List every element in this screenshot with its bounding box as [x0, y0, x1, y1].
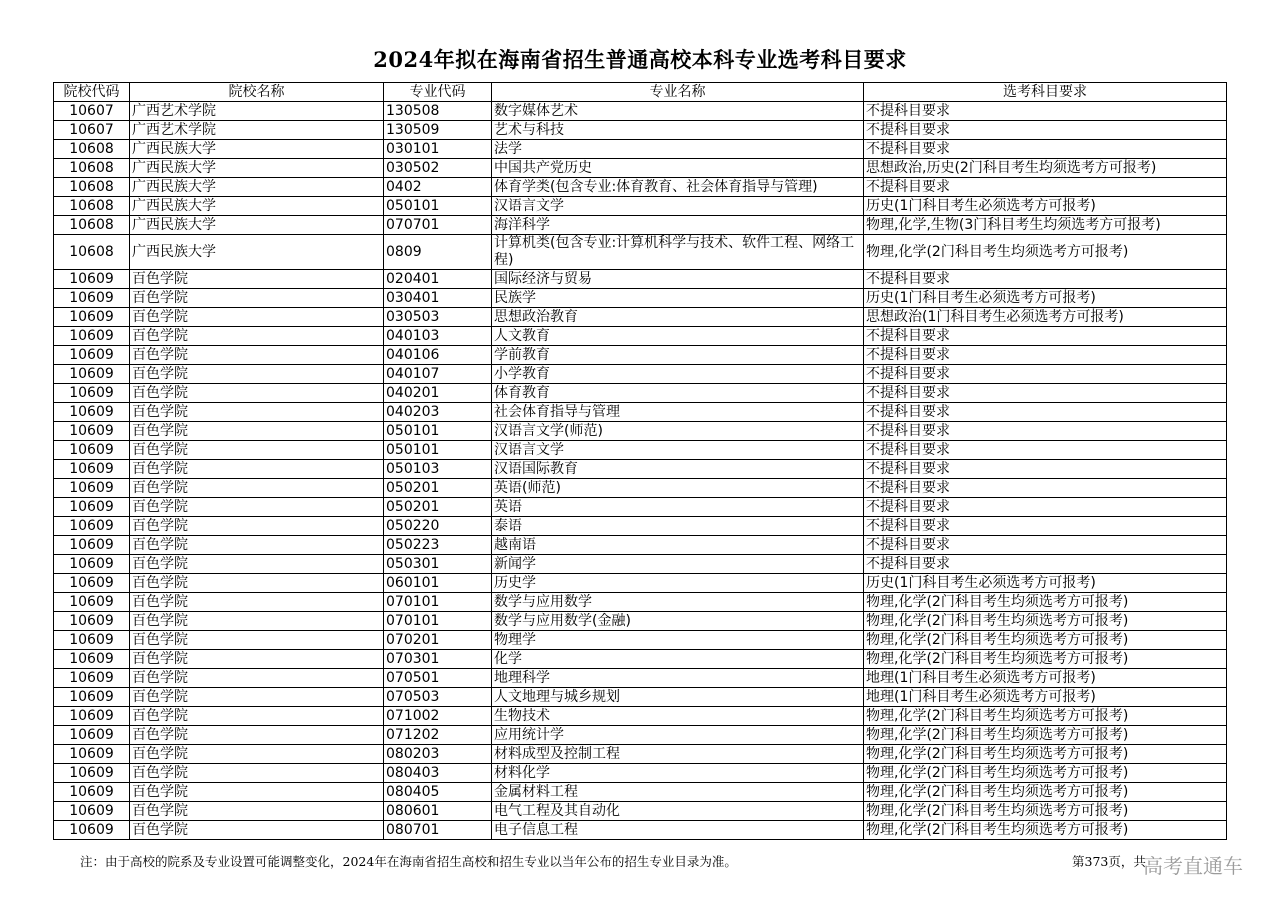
- school-code-cell: 10609: [54, 669, 130, 688]
- school-code-cell: 10609: [54, 517, 130, 536]
- major-code-cell: 080701: [384, 821, 492, 840]
- table-row: [54, 403, 1227, 422]
- table-row: [54, 536, 1227, 555]
- school-name-cell: 百色学院: [130, 498, 384, 517]
- requirement-cell: 物理,化学,生物(3门科目考生均须选考方可报考): [864, 216, 1227, 235]
- major-name-cell: 生物技术: [492, 707, 864, 726]
- major-name-cell: 数学与应用数学(金融): [492, 612, 864, 631]
- school-name-cell: 百色学院: [130, 308, 384, 327]
- school-name-cell: 百色学院: [130, 365, 384, 384]
- requirement-cell: 物理,化学(2门科目考生均须选考方可报考): [864, 593, 1227, 612]
- table-row: [54, 346, 1227, 365]
- major-code-cell: 080405: [384, 783, 492, 802]
- major-name-cell: 法学: [492, 140, 864, 159]
- major-code-cell: 050101: [384, 441, 492, 460]
- school-code-cell: 10609: [54, 764, 130, 783]
- major-name-cell: 计算机类(包含专业:计算机科学与技术、软件工程、网络工程): [492, 235, 864, 270]
- major-code-cell: 080203: [384, 745, 492, 764]
- requirements-table: [53, 82, 1227, 840]
- major-name-cell: 体育学类(包含专业:体育教育、社会体育指导与管理): [492, 178, 864, 197]
- school-code-cell: 10609: [54, 270, 130, 289]
- major-name-cell: 英语(师范): [492, 479, 864, 498]
- requirement-cell: 不提科目要求: [864, 140, 1227, 159]
- requirement-cell: 不提科目要求: [864, 479, 1227, 498]
- requirement-cell: 地理(1门科目考生必须选考方可报考): [864, 669, 1227, 688]
- major-code-cell: 020401: [384, 270, 492, 289]
- school-name-cell: 百色学院: [130, 821, 384, 840]
- document-title: 2024年拟在海南省招生普通高校本科专业选考科目要求: [373, 47, 907, 72]
- table-row: [54, 270, 1227, 289]
- school-name-cell: 百色学院: [130, 669, 384, 688]
- school-name-cell: 百色学院: [130, 479, 384, 498]
- requirement-cell: 历史(1门科目考生必须选考方可报考): [864, 289, 1227, 308]
- requirement-cell: 物理,化学(2门科目考生均须选考方可报考): [864, 821, 1227, 840]
- school-name-cell: 广西艺术学院: [130, 102, 384, 121]
- major-name-cell: 材料成型及控制工程: [492, 745, 864, 764]
- table-row: [54, 102, 1227, 121]
- header-school-name: 院校名称: [130, 83, 384, 102]
- table-row: [54, 479, 1227, 498]
- table-row: [54, 612, 1227, 631]
- school-code-cell: 10609: [54, 422, 130, 441]
- table-row: [54, 669, 1227, 688]
- school-name-cell: 百色学院: [130, 555, 384, 574]
- table-row: [54, 574, 1227, 593]
- major-code-cell: 080601: [384, 802, 492, 821]
- requirement-cell: 不提科目要求: [864, 327, 1227, 346]
- table-row: [54, 216, 1227, 235]
- school-code-cell: 10608: [54, 235, 130, 270]
- major-name-cell: 人文地理与城乡规划: [492, 688, 864, 707]
- major-name-cell: 汉语国际教育: [492, 460, 864, 479]
- school-name-cell: 百色学院: [130, 289, 384, 308]
- table-row: [54, 783, 1227, 802]
- requirement-cell: 历史(1门科目考生必须选考方可报考): [864, 574, 1227, 593]
- major-name-cell: 人文教育: [492, 327, 864, 346]
- table-row: [54, 235, 1227, 270]
- requirement-cell: 历史(1门科目考生必须选考方可报考): [864, 197, 1227, 216]
- major-name-cell: 英语: [492, 498, 864, 517]
- major-name-cell: 中国共产党历史: [492, 159, 864, 178]
- table-row: [54, 140, 1227, 159]
- school-code-cell: 10609: [54, 498, 130, 517]
- major-name-cell: 民族学: [492, 289, 864, 308]
- requirement-cell: 不提科目要求: [864, 121, 1227, 140]
- school-name-cell: 百色学院: [130, 631, 384, 650]
- table-row: [54, 631, 1227, 650]
- requirement-cell: 不提科目要求: [864, 102, 1227, 121]
- major-code-cell: 030401: [384, 289, 492, 308]
- school-name-cell: 广西民族大学: [130, 235, 384, 270]
- table-row: [54, 726, 1227, 745]
- header-subject-requirement: 选考科目要求: [864, 83, 1227, 102]
- school-code-cell: 10608: [54, 216, 130, 235]
- school-code-cell: 10609: [54, 365, 130, 384]
- table-row: [54, 308, 1227, 327]
- major-code-cell: 070501: [384, 669, 492, 688]
- school-code-cell: 10609: [54, 403, 130, 422]
- table-row: [54, 460, 1227, 479]
- major-name-cell: 数字媒体艺术: [492, 102, 864, 121]
- school-name-cell: 广西民族大学: [130, 216, 384, 235]
- requirement-cell: 物理,化学(2门科目考生均须选考方可报考): [864, 707, 1227, 726]
- major-name-cell: 地理科学: [492, 669, 864, 688]
- school-name-cell: 广西艺术学院: [130, 121, 384, 140]
- requirement-cell: 物理,化学(2门科目考生均须选考方可报考): [864, 783, 1227, 802]
- school-code-cell: 10609: [54, 726, 130, 745]
- major-name-cell: 材料化学: [492, 764, 864, 783]
- school-name-cell: 广西民族大学: [130, 178, 384, 197]
- major-name-cell: 数学与应用数学: [492, 593, 864, 612]
- requirement-cell: 物理,化学(2门科目考生均须选考方可报考): [864, 631, 1227, 650]
- school-code-cell: 10609: [54, 384, 130, 403]
- page-number: 第373页，共: [1072, 854, 1146, 869]
- major-code-cell: 130509: [384, 121, 492, 140]
- major-code-cell: 040203: [384, 403, 492, 422]
- school-code-cell: 10608: [54, 178, 130, 197]
- major-name-cell: 电子信息工程: [492, 821, 864, 840]
- requirement-cell: 物理,化学(2门科目考生均须选考方可报考): [864, 764, 1227, 783]
- requirement-cell: 不提科目要求: [864, 384, 1227, 403]
- requirement-cell: 物理,化学(2门科目考生均须选考方可报考): [864, 650, 1227, 669]
- school-name-cell: 百色学院: [130, 726, 384, 745]
- school-code-cell: 10607: [54, 102, 130, 121]
- school-name-cell: 广西民族大学: [130, 159, 384, 178]
- table-row: [54, 821, 1227, 840]
- major-code-cell: 050220: [384, 517, 492, 536]
- school-code-cell: 10609: [54, 745, 130, 764]
- school-name-cell: 百色学院: [130, 441, 384, 460]
- major-name-cell: 学前教育: [492, 346, 864, 365]
- requirement-cell: 物理,化学(2门科目考生均须选考方可报考): [864, 235, 1227, 270]
- major-code-cell: 040107: [384, 365, 492, 384]
- table-header-row: [54, 83, 1227, 102]
- school-name-cell: 百色学院: [130, 707, 384, 726]
- major-code-cell: 040103: [384, 327, 492, 346]
- major-code-cell: 050223: [384, 536, 492, 555]
- major-code-cell: 080403: [384, 764, 492, 783]
- major-name-cell: 艺术与科技: [492, 121, 864, 140]
- school-name-cell: 百色学院: [130, 802, 384, 821]
- major-name-cell: 小学教育: [492, 365, 864, 384]
- major-code-cell: 070301: [384, 650, 492, 669]
- school-code-cell: 10609: [54, 612, 130, 631]
- table-row: [54, 121, 1227, 140]
- school-code-cell: 10609: [54, 327, 130, 346]
- major-code-cell: 070503: [384, 688, 492, 707]
- major-code-cell: 030503: [384, 308, 492, 327]
- header-school-code: 院校代码: [54, 83, 130, 102]
- school-name-cell: 百色学院: [130, 460, 384, 479]
- table-row: [54, 441, 1227, 460]
- school-code-cell: 10608: [54, 197, 130, 216]
- major-code-cell: 040106: [384, 346, 492, 365]
- major-code-cell: 050101: [384, 422, 492, 441]
- footer-note: 注：由于高校的院系及专业设置可能调整变化，2024年在海南省招生高校和招生专业以当年公布的招生专业目录为准。: [80, 854, 737, 869]
- school-code-cell: 10608: [54, 140, 130, 159]
- requirement-cell: 物理,化学(2门科目考生均须选考方可报考): [864, 802, 1227, 821]
- requirement-cell: 不提科目要求: [864, 346, 1227, 365]
- major-name-cell: 汉语言文学(师范): [492, 422, 864, 441]
- major-code-cell: 050201: [384, 498, 492, 517]
- table-row: [54, 688, 1227, 707]
- table-row: [54, 365, 1227, 384]
- major-name-cell: 海洋科学: [492, 216, 864, 235]
- requirement-cell: 不提科目要求: [864, 498, 1227, 517]
- requirement-cell: 物理,化学(2门科目考生均须选考方可报考): [864, 612, 1227, 631]
- school-code-cell: 10607: [54, 121, 130, 140]
- major-name-cell: 化学: [492, 650, 864, 669]
- school-name-cell: 百色学院: [130, 783, 384, 802]
- major-code-cell: 050101: [384, 197, 492, 216]
- major-code-cell: 071002: [384, 707, 492, 726]
- table-row: [54, 197, 1227, 216]
- school-code-cell: 10609: [54, 783, 130, 802]
- school-code-cell: 10609: [54, 650, 130, 669]
- school-code-cell: 10609: [54, 593, 130, 612]
- table-row: [54, 650, 1227, 669]
- table-row: [54, 384, 1227, 403]
- school-code-cell: 10609: [54, 479, 130, 498]
- school-name-cell: 百色学院: [130, 764, 384, 783]
- requirement-cell: 不提科目要求: [864, 178, 1227, 197]
- school-code-cell: 10609: [54, 441, 130, 460]
- school-code-cell: 10609: [54, 346, 130, 365]
- table-row: [54, 593, 1227, 612]
- major-code-cell: 0402: [384, 178, 492, 197]
- major-name-cell: 历史学: [492, 574, 864, 593]
- requirement-cell: 物理,化学(2门科目考生均须选考方可报考): [864, 726, 1227, 745]
- major-code-cell: 050301: [384, 555, 492, 574]
- major-code-cell: 070101: [384, 593, 492, 612]
- requirement-cell: 不提科目要求: [864, 403, 1227, 422]
- table-row: [54, 555, 1227, 574]
- table-row: [54, 159, 1227, 178]
- school-name-cell: 百色学院: [130, 270, 384, 289]
- major-name-cell: 思想政治教育: [492, 308, 864, 327]
- major-name-cell: 体育教育: [492, 384, 864, 403]
- school-name-cell: 百色学院: [130, 327, 384, 346]
- major-name-cell: 汉语言文学: [492, 197, 864, 216]
- school-code-cell: 10609: [54, 574, 130, 593]
- table-row: [54, 764, 1227, 783]
- major-name-cell: 电气工程及其自动化: [492, 802, 864, 821]
- major-code-cell: 040201: [384, 384, 492, 403]
- table-row: [54, 178, 1227, 197]
- school-name-cell: 百色学院: [130, 612, 384, 631]
- school-name-cell: 百色学院: [130, 384, 384, 403]
- school-code-cell: 10609: [54, 289, 130, 308]
- major-code-cell: 070201: [384, 631, 492, 650]
- requirement-cell: 思想政治,历史(2门科目考生均须选考方可报考): [864, 159, 1227, 178]
- table-body: [54, 102, 1227, 840]
- major-name-cell: 汉语言文学: [492, 441, 864, 460]
- major-code-cell: 060101: [384, 574, 492, 593]
- school-name-cell: 百色学院: [130, 422, 384, 441]
- school-name-cell: 百色学院: [130, 593, 384, 612]
- watermark-logo-text: 高考直通车: [1143, 854, 1243, 878]
- requirement-cell: 不提科目要求: [864, 536, 1227, 555]
- school-code-cell: 10609: [54, 688, 130, 707]
- requirement-cell: 不提科目要求: [864, 422, 1227, 441]
- school-code-cell: 10608: [54, 159, 130, 178]
- header-major-code: 专业代码: [384, 83, 492, 102]
- school-name-cell: 百色学院: [130, 745, 384, 764]
- major-code-cell: 071202: [384, 726, 492, 745]
- school-name-cell: 百色学院: [130, 688, 384, 707]
- major-name-cell: 越南语: [492, 536, 864, 555]
- major-code-cell: 130508: [384, 102, 492, 121]
- major-code-cell: 050201: [384, 479, 492, 498]
- requirement-cell: 不提科目要求: [864, 555, 1227, 574]
- school-name-cell: 广西民族大学: [130, 140, 384, 159]
- major-name-cell: 国际经济与贸易: [492, 270, 864, 289]
- major-name-cell: 物理学: [492, 631, 864, 650]
- table-row: [54, 517, 1227, 536]
- school-name-cell: 百色学院: [130, 536, 384, 555]
- table-row: [54, 707, 1227, 726]
- major-code-cell: 050103: [384, 460, 492, 479]
- requirement-cell: 物理,化学(2门科目考生均须选考方可报考): [864, 745, 1227, 764]
- school-code-cell: 10609: [54, 707, 130, 726]
- major-name-cell: 应用统计学: [492, 726, 864, 745]
- school-code-cell: 10609: [54, 821, 130, 840]
- table-row: [54, 422, 1227, 441]
- requirement-cell: 不提科目要求: [864, 441, 1227, 460]
- requirement-cell: 地理(1门科目考生必须选考方可报考): [864, 688, 1227, 707]
- requirement-cell: 不提科目要求: [864, 365, 1227, 384]
- requirement-cell: 不提科目要求: [864, 270, 1227, 289]
- major-code-cell: 030502: [384, 159, 492, 178]
- school-name-cell: 百色学院: [130, 574, 384, 593]
- school-code-cell: 10609: [54, 631, 130, 650]
- major-code-cell: 070701: [384, 216, 492, 235]
- table-row: [54, 327, 1227, 346]
- school-code-cell: 10609: [54, 460, 130, 479]
- major-name-cell: 社会体育指导与管理: [492, 403, 864, 422]
- major-code-cell: 030101: [384, 140, 492, 159]
- school-name-cell: 百色学院: [130, 650, 384, 669]
- header-major-name: 专业名称: [492, 83, 864, 102]
- table-row: [54, 802, 1227, 821]
- major-name-cell: 新闻学: [492, 555, 864, 574]
- school-name-cell: 广西民族大学: [130, 197, 384, 216]
- major-name-cell: 金属材料工程: [492, 783, 864, 802]
- table-row: [54, 289, 1227, 308]
- school-code-cell: 10609: [54, 802, 130, 821]
- school-name-cell: 百色学院: [130, 346, 384, 365]
- school-name-cell: 百色学院: [130, 517, 384, 536]
- table-row: [54, 745, 1227, 764]
- table-row: [54, 498, 1227, 517]
- school-code-cell: 10609: [54, 308, 130, 327]
- requirement-cell: 不提科目要求: [864, 460, 1227, 479]
- major-code-cell: 0809: [384, 235, 492, 270]
- requirement-cell: 不提科目要求: [864, 517, 1227, 536]
- major-name-cell: 泰语: [492, 517, 864, 536]
- requirement-cell: 思想政治(1门科目考生必须选考方可报考): [864, 308, 1227, 327]
- school-code-cell: 10609: [54, 536, 130, 555]
- major-code-cell: 070101: [384, 612, 492, 631]
- school-code-cell: 10609: [54, 555, 130, 574]
- school-name-cell: 百色学院: [130, 403, 384, 422]
